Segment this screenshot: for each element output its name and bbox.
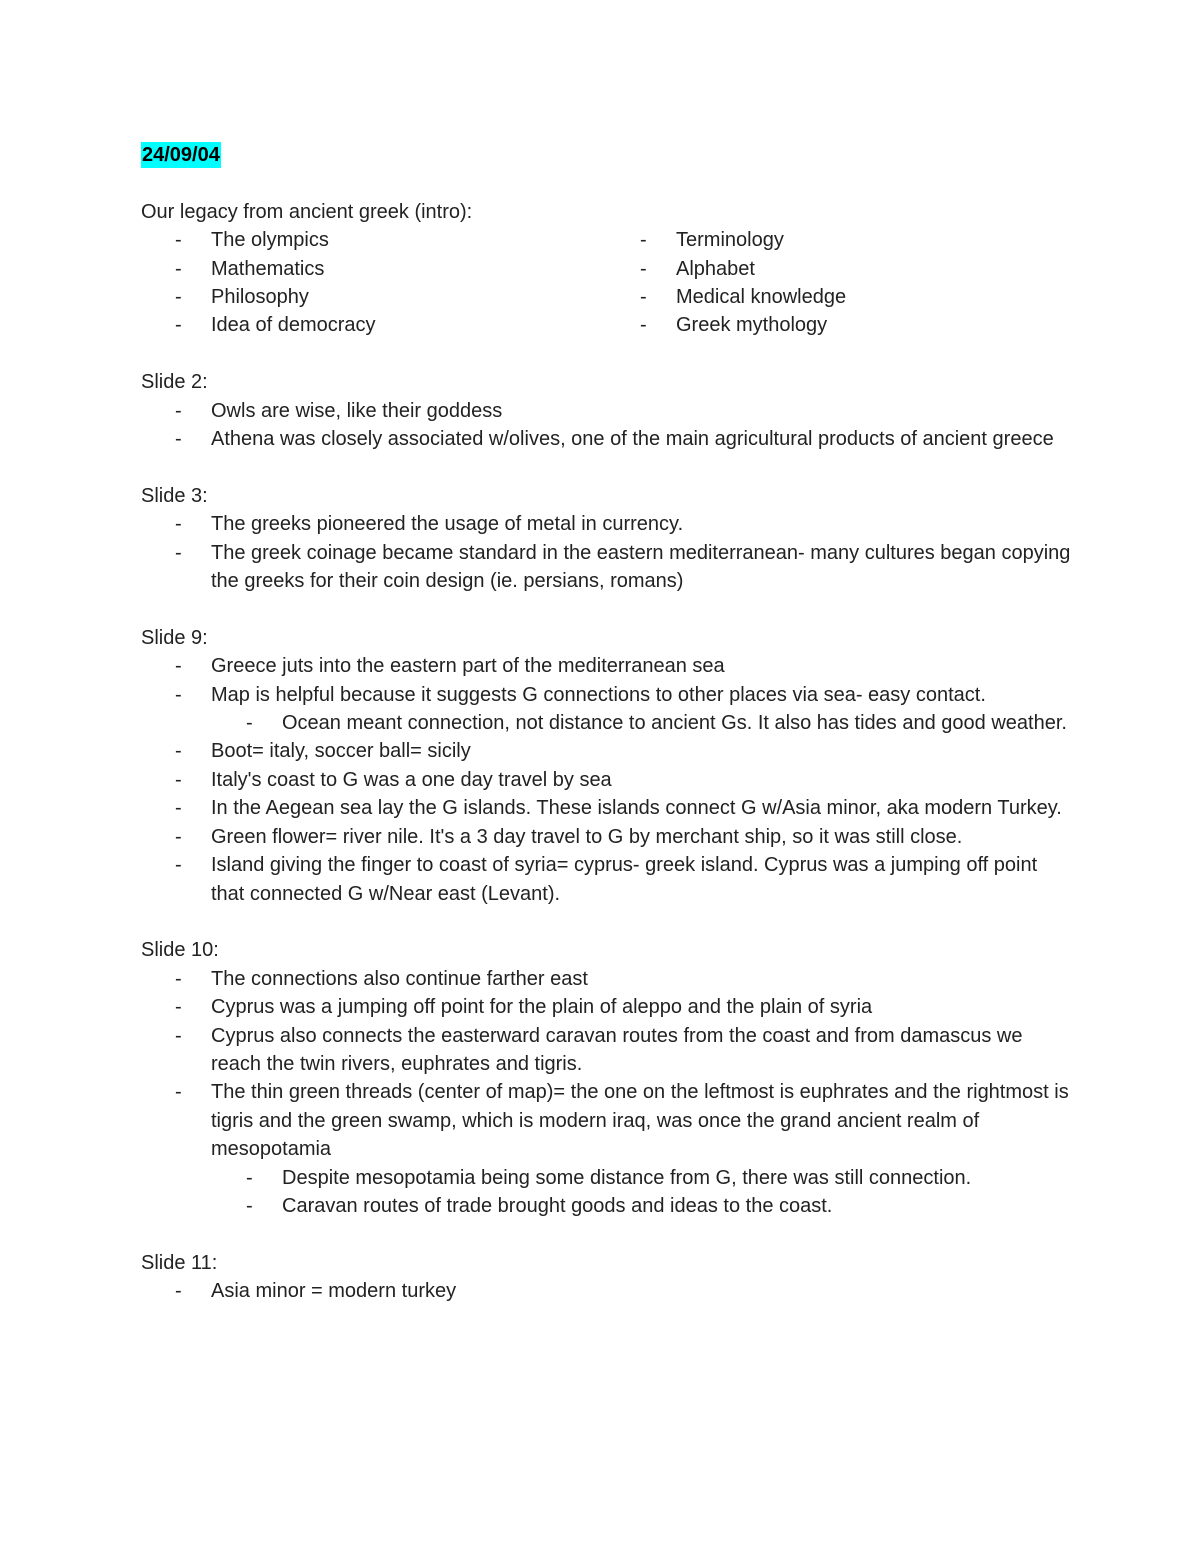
bullet-text: Asia minor = modern turkey [211, 1280, 457, 1303]
document-page [141, 141, 1071, 1306]
bullet-text: The greeks pioneered the usage of metal in currency. [211, 513, 684, 536]
sub-list-item [141, 709, 1071, 737]
date-heading-line [141, 141, 1071, 169]
dash-marker: - [175, 967, 182, 990]
list-item: - Greek mythology [606, 311, 1071, 339]
list-item [141, 681, 1071, 709]
bullet-text: The connections also continue farther east [211, 967, 588, 990]
list-item [141, 794, 1071, 822]
spacer [141, 340, 1071, 368]
bullet-text: Caravan routes of trade brought goods and ideas to the coast. [282, 1194, 833, 1217]
dash-marker: - [175, 513, 182, 536]
list-item: - Mathematics [141, 255, 606, 283]
list-item [141, 766, 1071, 794]
dash-marker: - [175, 428, 182, 451]
bullet-text: Despite mesopotamia being some distance from G, there was still connection. [282, 1166, 972, 1189]
intro-two-column-list [141, 226, 1071, 340]
dash-marker: - [175, 655, 182, 678]
bullet-text: Owls are wise, like their goddess [211, 399, 503, 422]
dash-marker: - [175, 996, 182, 1019]
list-item: - Philosophy [141, 283, 606, 311]
list-item [141, 993, 1071, 1021]
dash-marker: - [175, 399, 182, 422]
bullet-text: Cyprus was a jumping off point for the plain of aleppo and the plain of syria [211, 996, 873, 1019]
bullet-text: In the Aegean sea lay the G islands. These islands connect G w/Asia minor, aka modern Turkey. [211, 797, 1062, 820]
list-item [141, 652, 1071, 680]
date-heading: 24/09/04 [142, 144, 220, 166]
slide-bullet-list [141, 510, 1071, 595]
bullet-text: Cyprus also connects the easterward caravan routes from the coast and from damascus we reach the twin rivers, euphrates and tigris. [211, 1024, 1023, 1075]
bullet-text: The thin green threads (center of map)= the one on the leftmost is euphrates and the rightmost is tigris and the green swamp, which is modern iraq, was once the grand ancient realm of mesopotamia [211, 1081, 1069, 1161]
list-item [141, 823, 1071, 851]
dash-marker: - [175, 541, 182, 564]
intro-list-right [606, 226, 1071, 340]
dash-marker: - [640, 229, 647, 252]
dash-marker: - [175, 286, 182, 309]
bullet-text: Ocean meant connection, not distance to ancient Gs. It also has tides and good weather. [282, 712, 1067, 735]
bullet-text: Map is helpful because it suggests G connections to other places via sea- easy contact. [211, 683, 986, 706]
dash-marker: - [175, 257, 182, 280]
list-item: - The olympics [141, 226, 606, 254]
list-item [141, 425, 1071, 453]
list-item: - Medical knowledge [606, 283, 1071, 311]
dash-marker: - [640, 286, 647, 309]
list-item [141, 1277, 1071, 1305]
list-item: - Terminology [606, 226, 1071, 254]
dash-marker: - [175, 854, 182, 877]
slide-sections [141, 340, 1071, 1306]
bullet-text: Italy's coast to G was a one day travel by sea [211, 768, 612, 791]
dash-marker: - [175, 797, 182, 820]
dash-marker: - [175, 740, 182, 763]
slide-bullet-list [141, 397, 1071, 454]
dash-marker: - [175, 314, 182, 337]
dash-marker: - [246, 1194, 253, 1217]
list-item [141, 397, 1071, 425]
list-item [141, 510, 1071, 538]
bullet-text: The greek coinage became standard in the eastern mediterranean- many cultures began copying the greeks for their coin design (ie. persians, romans) [211, 541, 1071, 593]
dash-marker: - [175, 1280, 182, 1303]
dash-marker: - [640, 314, 647, 337]
list-item [141, 737, 1071, 765]
list-item: - Alphabet [606, 255, 1071, 283]
bullet-text: Green flower= river nile. It's a 3 day travel to G by merchant ship, so it was still close. [211, 825, 963, 848]
list-item [141, 539, 1071, 596]
slide-heading: Slide 10: [141, 939, 219, 962]
dash-marker: - [246, 712, 253, 735]
slide-bullet-list [141, 1277, 1071, 1305]
dash-marker: - [175, 229, 182, 252]
slide-heading: Slide 9: [141, 626, 208, 649]
slide-bullet-list [141, 652, 1071, 908]
list-item [141, 851, 1071, 908]
dash-marker: - [640, 257, 647, 280]
dash-marker: - [175, 825, 182, 848]
list-item [141, 1078, 1071, 1163]
dash-marker: - [175, 1024, 182, 1047]
spacer [141, 169, 1071, 197]
dash-marker: - [175, 768, 182, 791]
list-item: - Idea of democracy [141, 311, 606, 339]
intro-list-left [141, 226, 606, 340]
spacer [141, 908, 1071, 936]
bullet-text: Island giving the finger to coast of syria= cyprus- greek island. Cyprus was a jumping off point that connected G w/Near east (Levant). [211, 854, 1038, 905]
sub-list-item [141, 1192, 1071, 1220]
bullet-text: Boot= italy, soccer ball= sicily [211, 740, 471, 763]
dash-marker: - [175, 683, 182, 706]
slide-heading: Slide 2: [141, 371, 208, 394]
spacer [141, 453, 1071, 481]
bullet-text: Athena was closely associated w/olives, one of the main agricultural products of ancient greece [211, 428, 1054, 451]
dash-marker: - [246, 1166, 253, 1189]
slide-bullet-list [141, 965, 1071, 1221]
intro-heading: Our legacy from ancient greek (intro): [141, 200, 473, 223]
spacer [141, 595, 1071, 623]
dash-marker: - [175, 1081, 182, 1104]
list-item [141, 1022, 1071, 1079]
slide-heading: Slide 3: [141, 484, 208, 507]
list-item [141, 965, 1071, 993]
sub-list-item [141, 1164, 1071, 1192]
spacer [141, 1220, 1071, 1248]
slide-heading: Slide 11: [141, 1251, 218, 1274]
bullet-text: Greece juts into the eastern part of the mediterranean sea [211, 655, 725, 678]
